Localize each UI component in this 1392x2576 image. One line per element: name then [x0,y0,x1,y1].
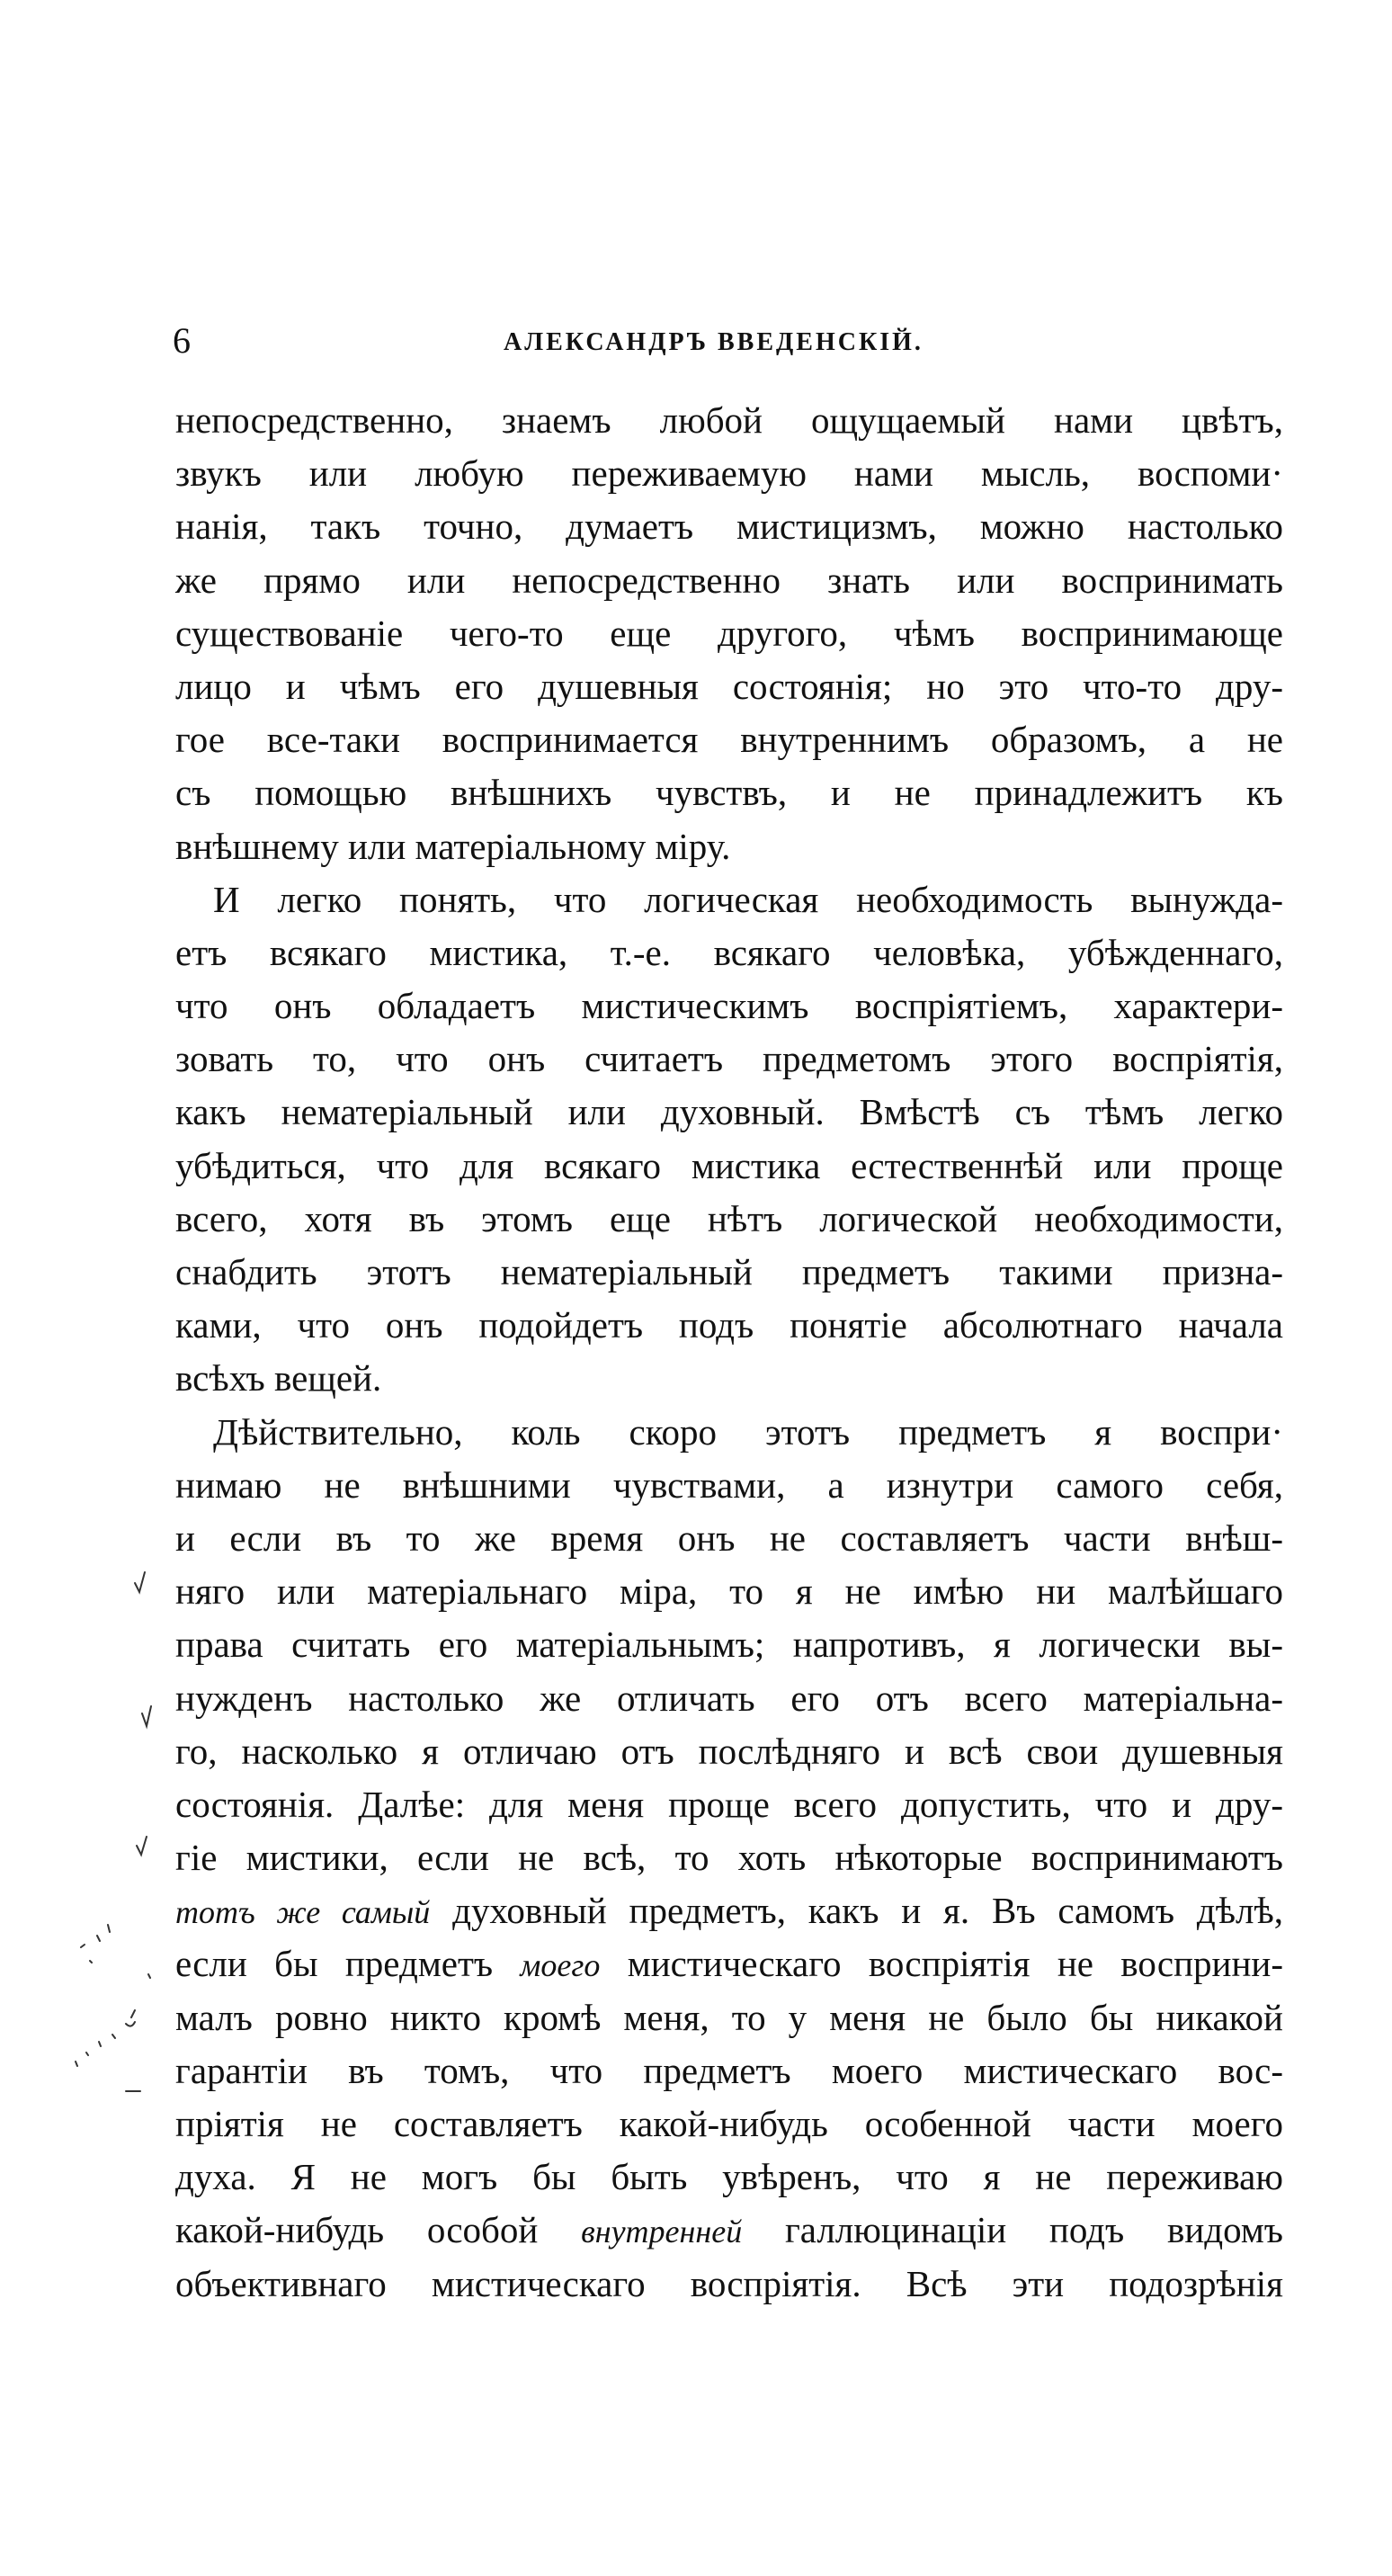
text-segment: зовать то, что онъ считаетъ предметомъ этого воспріятія, [175,1038,1283,1080]
text-segment: пріятія не составляетъ какой-нибудь особенной части моего [175,2103,1283,2144]
text-line [175,820,1283,873]
text-segment: гое все-таки воспринимается внутреннимъ образомъ, а не [175,719,1283,761]
text-line [175,2097,1283,2151]
text-line [175,660,1283,713]
text-segment: гарантіи въ томъ, что предметъ моего мистическаго вос- [175,2049,1283,2091]
text-line [175,1831,1283,1884]
text-segment: мистическаго воспріятія не восприни- [600,1943,1283,1985]
text-segment: нанія, такъ точно, думаетъ мистицизмъ, можно настолько [175,505,1283,548]
text-line [175,1618,1283,1671]
text-segment: етъ всякаго мистика, т.-е. всякаго человѣка, убѣжденнаго, [175,931,1283,973]
text-line [175,500,1283,553]
text-line [175,1406,1283,1459]
text-segment: внѣшнему или матеріальному міру. [175,825,731,867]
text-segment: объективнаго мистическаго воспріятія. Всѣ эти подозрѣнія [175,2262,1283,2304]
text-segment: малъ ровно никто кромѣ меня, то у меня не было бы никакой [175,1996,1283,2038]
text-line [175,1033,1283,1086]
text-segment: всѣхъ вещей. [175,1357,382,1400]
margin-pencil-marks [0,0,270,2576]
text-line [175,1937,1283,1990]
text-segment: И легко понять, что логическая необходимость вынужда- [213,878,1283,920]
text-line [175,1140,1283,1193]
text-line [175,2204,1283,2257]
check-mark-icon [137,1837,147,1855]
text-segment: гіе мистики, если не всѣ, то хоть нѣкоторые воспринимаютъ [175,1837,1283,1879]
text-line [175,1193,1283,1246]
text-line [175,1672,1283,1725]
italic-text: тотъ же самый [175,1894,431,1931]
text-line [175,766,1283,819]
text-segment: права считать его матеріальнымъ; напротивъ, я логически вы- [175,1623,1283,1666]
page-body [175,394,1283,2311]
text-segment: лицо и чѣмъ его душевныя состоянія; но это что-то дру- [175,665,1283,707]
text-line [175,1778,1283,1831]
text-line [175,2151,1283,2204]
text-segment: няго или матеріальнаго міра, то я не имѣю ни малѣйшаго [175,1570,1283,1613]
check-mark-icon [135,1572,145,1592]
text-segment: убѣдиться, что для всякаго мистика естественнѣй или проще [175,1144,1283,1186]
text-segment: нужденъ настолько же отличать его отъ всего матеріальна- [175,1677,1283,1719]
text-segment: Дѣйствительно, коль скоро этотъ предметъ я воспри· [213,1410,1283,1453]
text-segment: если бы предметъ [175,1943,521,1985]
text-line [175,873,1283,926]
text-segment: снабдить этотъ нематеріальный предметъ такими призна- [175,1251,1283,1292]
handwritten-scribble [76,1925,150,2091]
text-line [175,554,1283,607]
text-segment: ками, что онъ подойдетъ подъ понятіе абсолютнаго начала [175,1304,1283,1346]
text-line [175,1884,1283,1937]
text-segment: какой-нибудь особой [175,2209,582,2251]
text-segment: галлюцинаціи подъ видомъ [742,2209,1283,2251]
text-segment: же прямо или непосредственно знать или воспринимать [175,559,1283,601]
text-segment: что онъ обладаетъ мистическимъ воспріятіемъ, характери- [175,985,1283,1027]
text-line [175,713,1283,766]
check-mark-icon [142,1706,151,1726]
italic-text: моего [520,1947,601,1984]
text-segment: духовный предметъ, какъ и я. Въ самомъ дѣлѣ, [430,1890,1283,1932]
text-segment: го, насколько я отличаю отъ послѣдняго и всѣ свои душевныя [175,1730,1283,1772]
italic-text: внутренней [581,2214,743,2250]
text-segment: состоянія. Далѣе: для меня проще всего допустить, что и дру- [175,1783,1283,1825]
text-line [175,1459,1283,1512]
text-segment: какъ нематеріальный или духовный. Вмѣстѣ съ тѣмъ легко [175,1091,1283,1133]
text-line [175,979,1283,1033]
text-line [175,1991,1283,2044]
text-segment: и если въ то же время онъ не составляетъ части внѣш- [175,1516,1283,1559]
text-line [175,1512,1283,1565]
text-line [175,1086,1283,1139]
text-segment: съ помощью внѣшнихъ чувствъ, и не принадлежитъ къ [175,772,1283,814]
text-line [175,1299,1283,1352]
text-line [175,1246,1283,1299]
text-segment: непосредственно, знаемъ любой ощущаемый нами цвѣтъ, [175,399,1283,441]
text-segment: звукъ или любую переживаемую нами мысль, воспоми· [175,452,1283,495]
text-line [175,447,1283,500]
running-title: АЛЕКСАНДРЪ ВВЕДЕНСКІЙ. [504,328,924,356]
text-line [175,1352,1283,1405]
text-line [175,1725,1283,1778]
page-number: 6 [173,320,191,361]
text-segment: всего, хотя въ этомъ еще нѣтъ логической необходимости, [175,1197,1283,1239]
text-line [175,607,1283,660]
text-line [175,1565,1283,1618]
text-line [175,2258,1283,2311]
text-segment: духа. Я не могъ бы быть увѣренъ, что я не переживаю [175,2156,1283,2198]
text-line [175,2044,1283,2097]
text-line [175,926,1283,979]
text-segment: нимаю не внѣшними чувствами, а изнутри самого себя, [175,1463,1283,1506]
text-line [175,394,1283,447]
text-segment: существованіе чего-то еще другого, чѣмъ воспринимающе [175,612,1283,654]
